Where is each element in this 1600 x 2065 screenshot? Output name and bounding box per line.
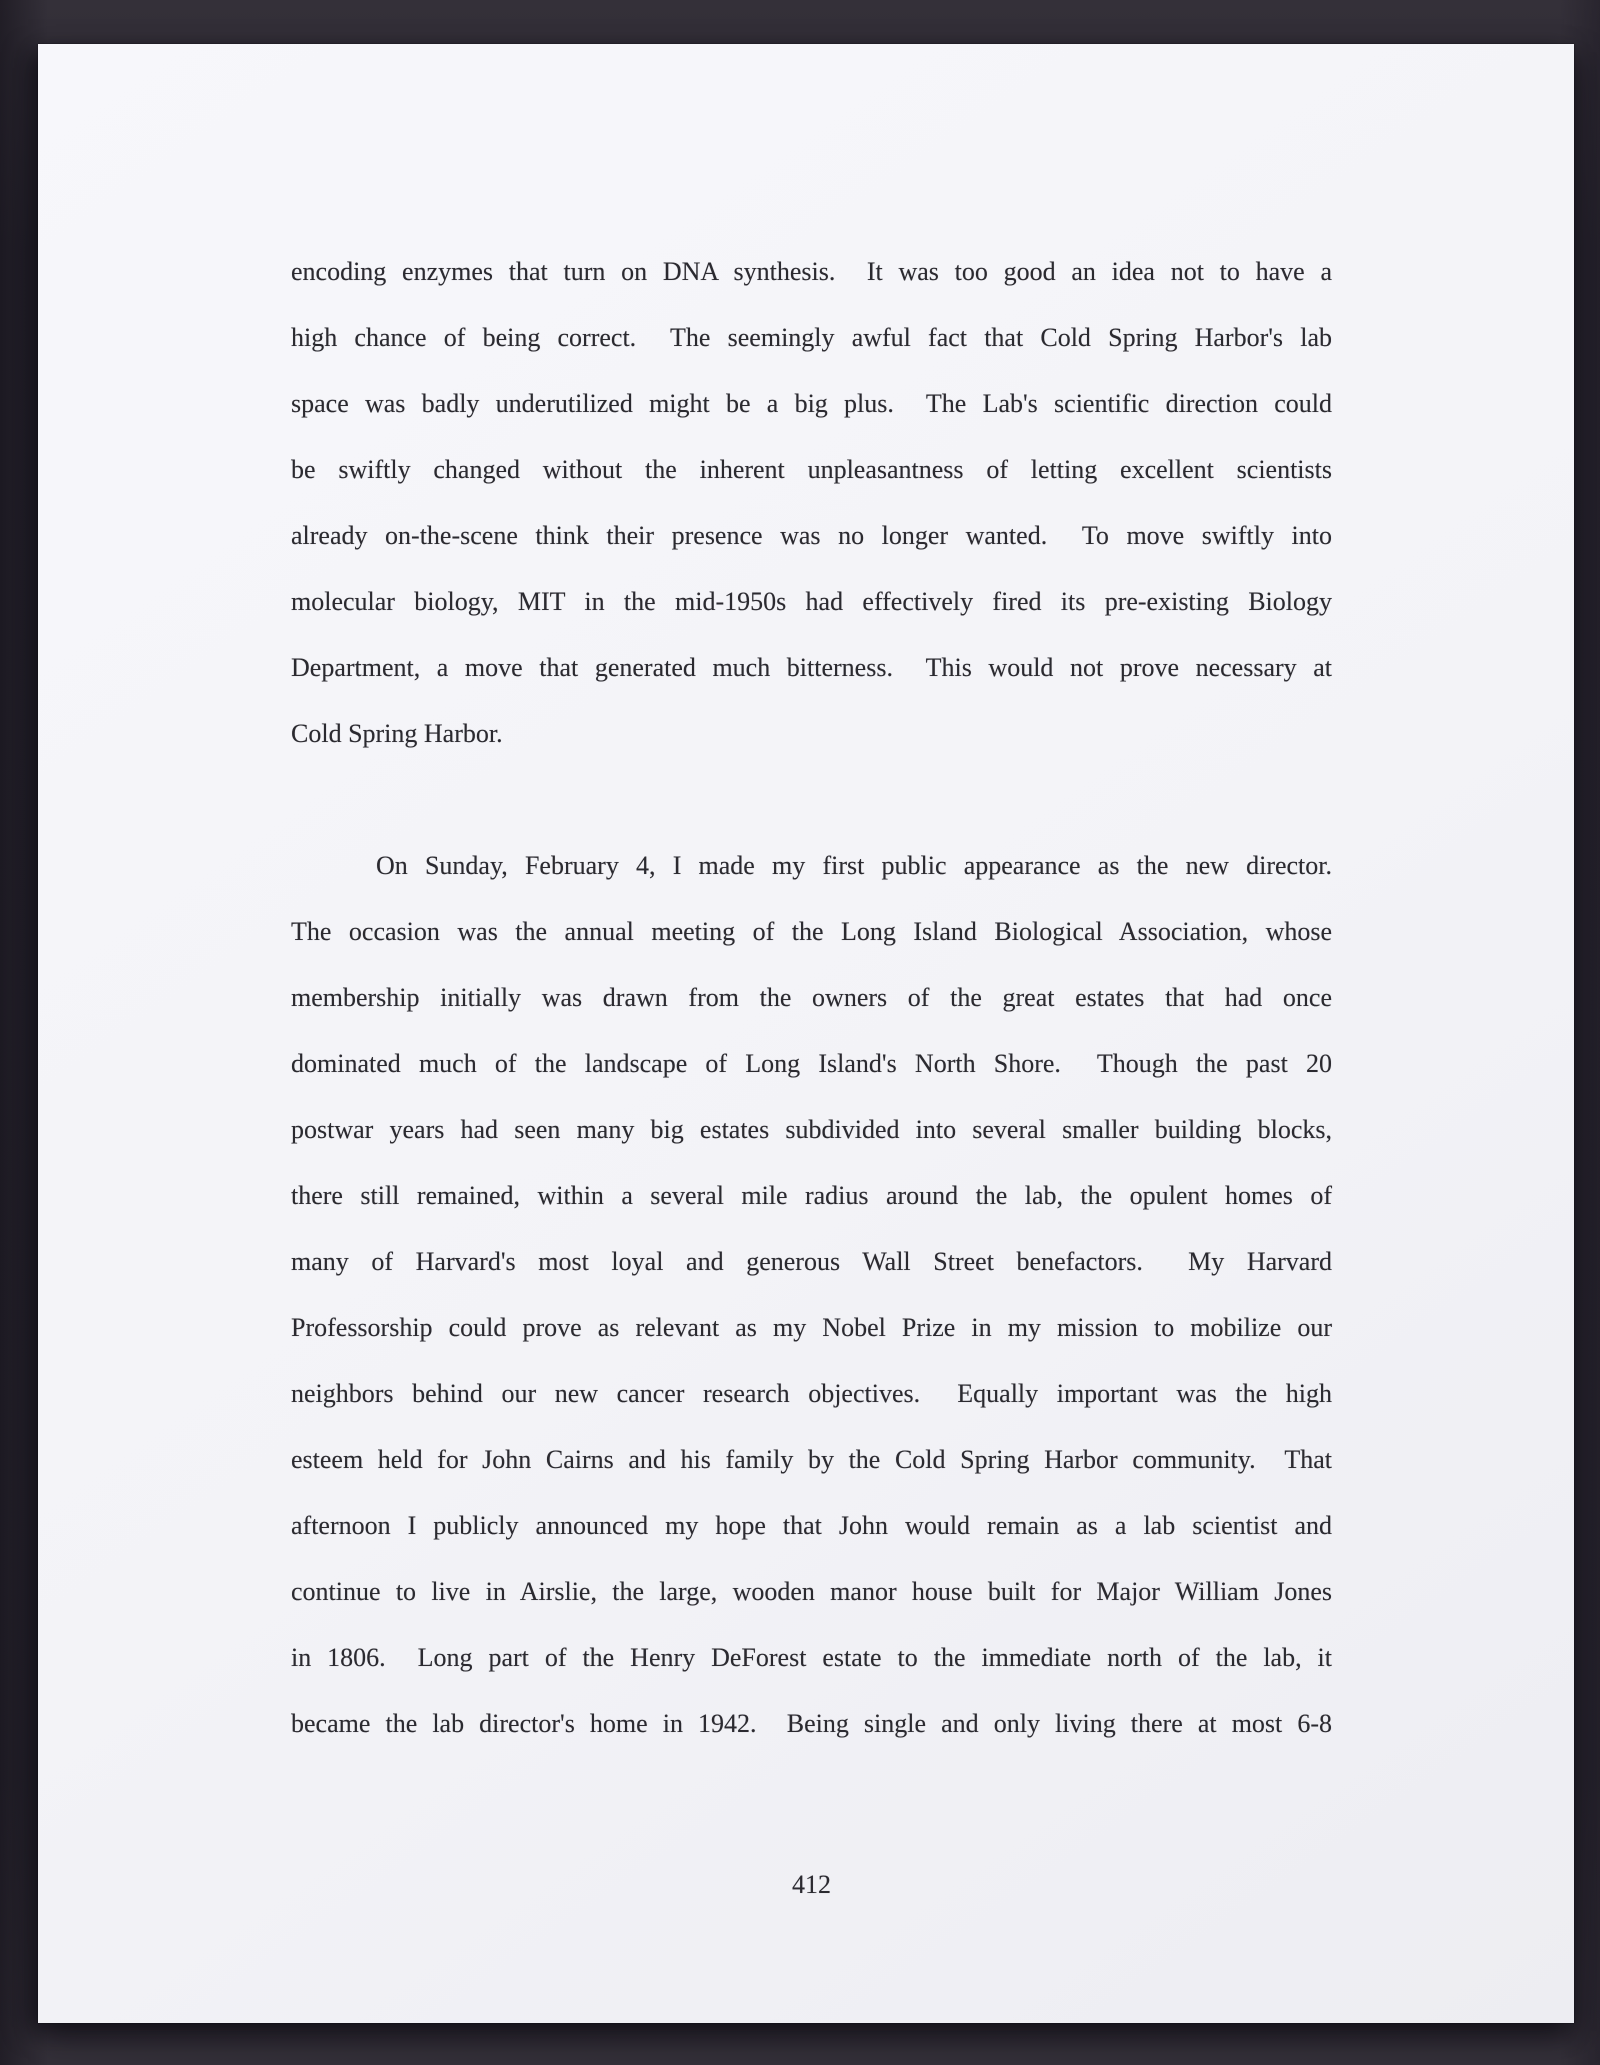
page-number: 412 xyxy=(792,1870,831,1899)
text-line: high chance of being correct. The seemingly awful fact that Cold Spring Harbor's lab xyxy=(291,323,1332,352)
text-line: afternoon I publicly announced my hope that John would remain as a lab scientist and xyxy=(291,1511,1332,1540)
text-line: postwar years had seen many big estates subdivided into several smaller building blocks, xyxy=(291,1115,1332,1144)
text-line: many of Harvard's most loyal and generous Wall Street benefactors. My Harvard xyxy=(291,1247,1332,1276)
paragraph-2 xyxy=(291,833,1332,1757)
text-line: there still remained, within a several mile radius around the lab, the opulent homes of xyxy=(291,1181,1332,1210)
text-line: became the lab director's home in 1942. Being single and only living there at most 6-8 xyxy=(291,1709,1332,1738)
text-line: continue to live in Airslie, the large, wooden manor house built for Major William Jones xyxy=(291,1577,1332,1606)
text-line: esteem held for John Cairns and his family by the Cold Spring Harbor community. That xyxy=(291,1445,1332,1474)
text-line: Professorship could prove as relevant as my Nobel Prize in my mission to mobilize our xyxy=(291,1313,1332,1342)
manuscript-page xyxy=(38,44,1574,2023)
text-line: in 1806. Long part of the Henry DeForest estate to the immediate north of the lab, it xyxy=(291,1643,1332,1672)
text-line: encoding enzymes that turn on DNA synthesis. It was too good an idea not to have a xyxy=(291,257,1332,286)
text-line: neighbors behind our new cancer research objectives. Equally important was the high xyxy=(291,1379,1332,1408)
text-line: On Sunday, February 4, I made my first public appearance as the new director. xyxy=(376,851,1332,880)
text-line: The occasion was the annual meeting of the Long Island Biological Association, whose xyxy=(291,917,1332,946)
page-text xyxy=(291,239,1332,1757)
paragraph-1 xyxy=(291,239,1332,767)
text-line: Cold Spring Harbor. xyxy=(291,719,503,748)
text-line: be swiftly changed without the inherent unpleasantness of letting excellent scientists xyxy=(291,455,1332,484)
text-line: already on-the-scene think their presence was no longer wanted. To move swiftly into xyxy=(291,521,1332,550)
text-line: molecular biology, MIT in the mid-1950s had effectively fired its pre-existing Biology xyxy=(291,587,1332,616)
text-line: membership initially was drawn from the owners of the great estates that had once xyxy=(291,983,1332,1012)
text-line: dominated much of the landscape of Long Island's North Shore. Though the past 20 xyxy=(291,1049,1332,1078)
text-line: Department, a move that generated much bitterness. This would not prove necessary at xyxy=(291,653,1332,682)
text-line: space was badly underutilized might be a big plus. The Lab's scientific direction could xyxy=(291,389,1332,418)
